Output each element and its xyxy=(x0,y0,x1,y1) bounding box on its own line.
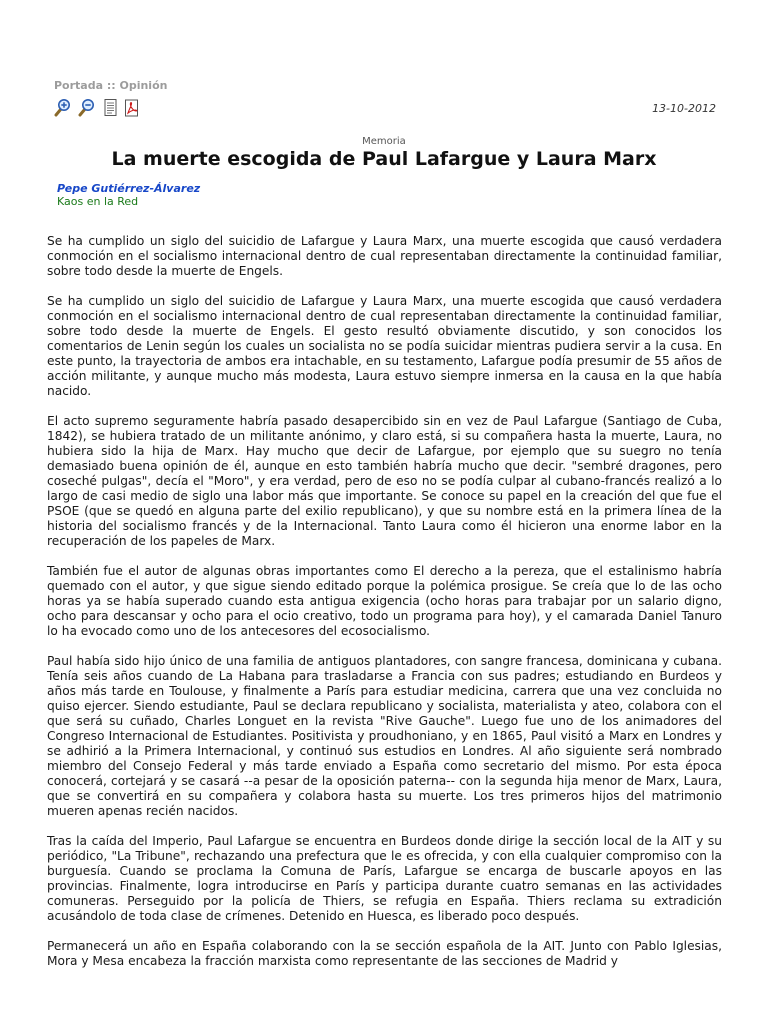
paragraph: Paul había sido hijo único de una familia de antiguos plantadores, con sangre francesa, dominicana y cubana. Tenía seis años cuando de La Habana para trasladarse a Francia con sus padres; estudiando en Burdeos y años más tarde en Toulouse, y finalmente a París para estudiar medicina, carrera que una vez concluida no quiso ejercer. Siendo estudiante, Paul se declara republicano y socialista, materialista y ateo, colabora con el que será su cuñado, Charles Longuet en la revista "Rive Gauche". Luego fue uno de los animadores del Congreso Internacional de Estudiantes. Positivista y proudhoniano, y en 1865, Paul visitó a Marx en Londres y se adhirió a la Primera Internacional, y continuó sus estudios en Londres. Al año siguiente será nombrado miembro del Consejo Federal y más tarde enviado a España como secretario del mismo. Por esta época conocerá, cortejará y se casará --a pesar de la oposición paterna-- con la segunda hija menor de Marx, Laura, que se convertirá en su compañera y colabora hasta su muerte. Los tres primeros hijos del matrimonio mueren apenas recién nacidos. xyxy=(47,654,722,818)
publication-date: 13-10-2012 xyxy=(652,102,716,115)
breadcrumb[interactable]: Portada :: Opinión xyxy=(54,79,168,92)
paragraph: También fue el autor de algunas obras importantes como El derecho a la pereza, que el estalinismo habría quemado con el autor, y que sigue siendo editado porque la polémica prosigue. Se creía que lo de las ocho horas ya se había superado cuando esta antigua exigencia (ocho horas para trabajar por un salario digno, ocho para descansar y ocho para el ocio creativo, todo un programa para hoy), y el camarada Daniel Tanuro lo ha evocado como uno de los antecesores del ecosocialismo. xyxy=(47,564,722,638)
pdf-icon[interactable] xyxy=(123,98,141,118)
zoom-out-icon[interactable] xyxy=(77,98,95,118)
section-label: Memoria xyxy=(362,136,406,147)
paragraph: Tras la caída del Imperio, Paul Lafargue se encuentra en Burdeos donde dirige la sección local de la AIT y su periódico, "La Tribune", rechazando una prefectura que le es ofrecida, y con ella cualquier compromiso con la burguesía. Cuando se proclama la Comuna de París, Lafargue se encarga de buscarle apoyos en las provincias. Finalmente, logra introducirse en París y participa durante cuatro semanas en las actividades comuneras. Perseguido por la policía de Thiers, se refugia en España. Thiers reclama su extradición acusándolo de toda clase de crímenes. Detenido en Huesca, es liberado poco después. xyxy=(47,834,722,923)
author-name[interactable]: Pepe Gutiérrez-Álvarez xyxy=(57,182,201,195)
article-body xyxy=(47,234,722,984)
paragraph: El acto supremo seguramente habría pasado desapercibido sin en vez de Paul Lafargue (Santiago de Cuba, 1842), se hubiera tratado de un militante anónimo, y claro está, si su compañera hasta la muerte, Laura, no hubiera sido la hija de Marx. Hay mucho que decir de Lafargue, por ejemplo que su suegro no tenía demasiado buena opinión de él, aunque en esto también habría mucho que decir. "sembré dragones, pero coseché pulgas", decía el "Moro", y era verdad, pero de eso no se podía culpar al cubano-francés realizó a lo largo de casi medio de siglo una labor más que importante. Se conoce su papel en la creación del que fue el PSOE (que se quedó en alguna parte del exilio republicano), y que su nombre está en la primera línea de la historia del socialismo francés y de la Internacional. Tanto Laura como él hicieron una enorme labor en la recuperación de los papeles de Marx. xyxy=(47,414,722,548)
paragraph: Se ha cumplido un siglo del suicidio de Lafargue y Laura Marx, una muerte escogida que causó verdadera conmoción en el socialismo internacional dentro de cual representaban directamente la continuidad familiar, sobre todo desde la muerte de Engels. El gesto resultó obviamente discutido, y son conocidos los comentarios de Lenin según los cuales un socialista no se podía suicidar mientras pudiera servir a la cusa. En este punto, la trayectoria de ambos era intachable, en su testamento, Lafargue podía presumir de 55 años de acción militante, y aunque mucho más modesta, Laura estuvo siempre inmersa en la causa en la que había nacido. xyxy=(47,294,722,398)
zoom-in-icon[interactable] xyxy=(53,98,71,118)
source-name: Kaos en la Red xyxy=(57,195,139,208)
paragraph: Permanecerá un año en España colaborando con la se sección española de la AIT. Junto con Pablo Iglesias, Mora y Mesa encabeza la fracción marxista como representante de las secciones de Madrid y xyxy=(47,939,722,968)
article-title: La muerte escogida de Paul Lafargue y Laura Marx xyxy=(111,148,657,170)
paragraph: Se ha cumplido un siglo del suicidio de Lafargue y Laura Marx, una muerte escogida que causó verdadera conmoción en el socialismo internacional dentro de cual representaban directamente la continuidad familiar, sobre todo desde la muerte de Engels. xyxy=(47,234,722,278)
print-icon[interactable] xyxy=(102,98,120,118)
